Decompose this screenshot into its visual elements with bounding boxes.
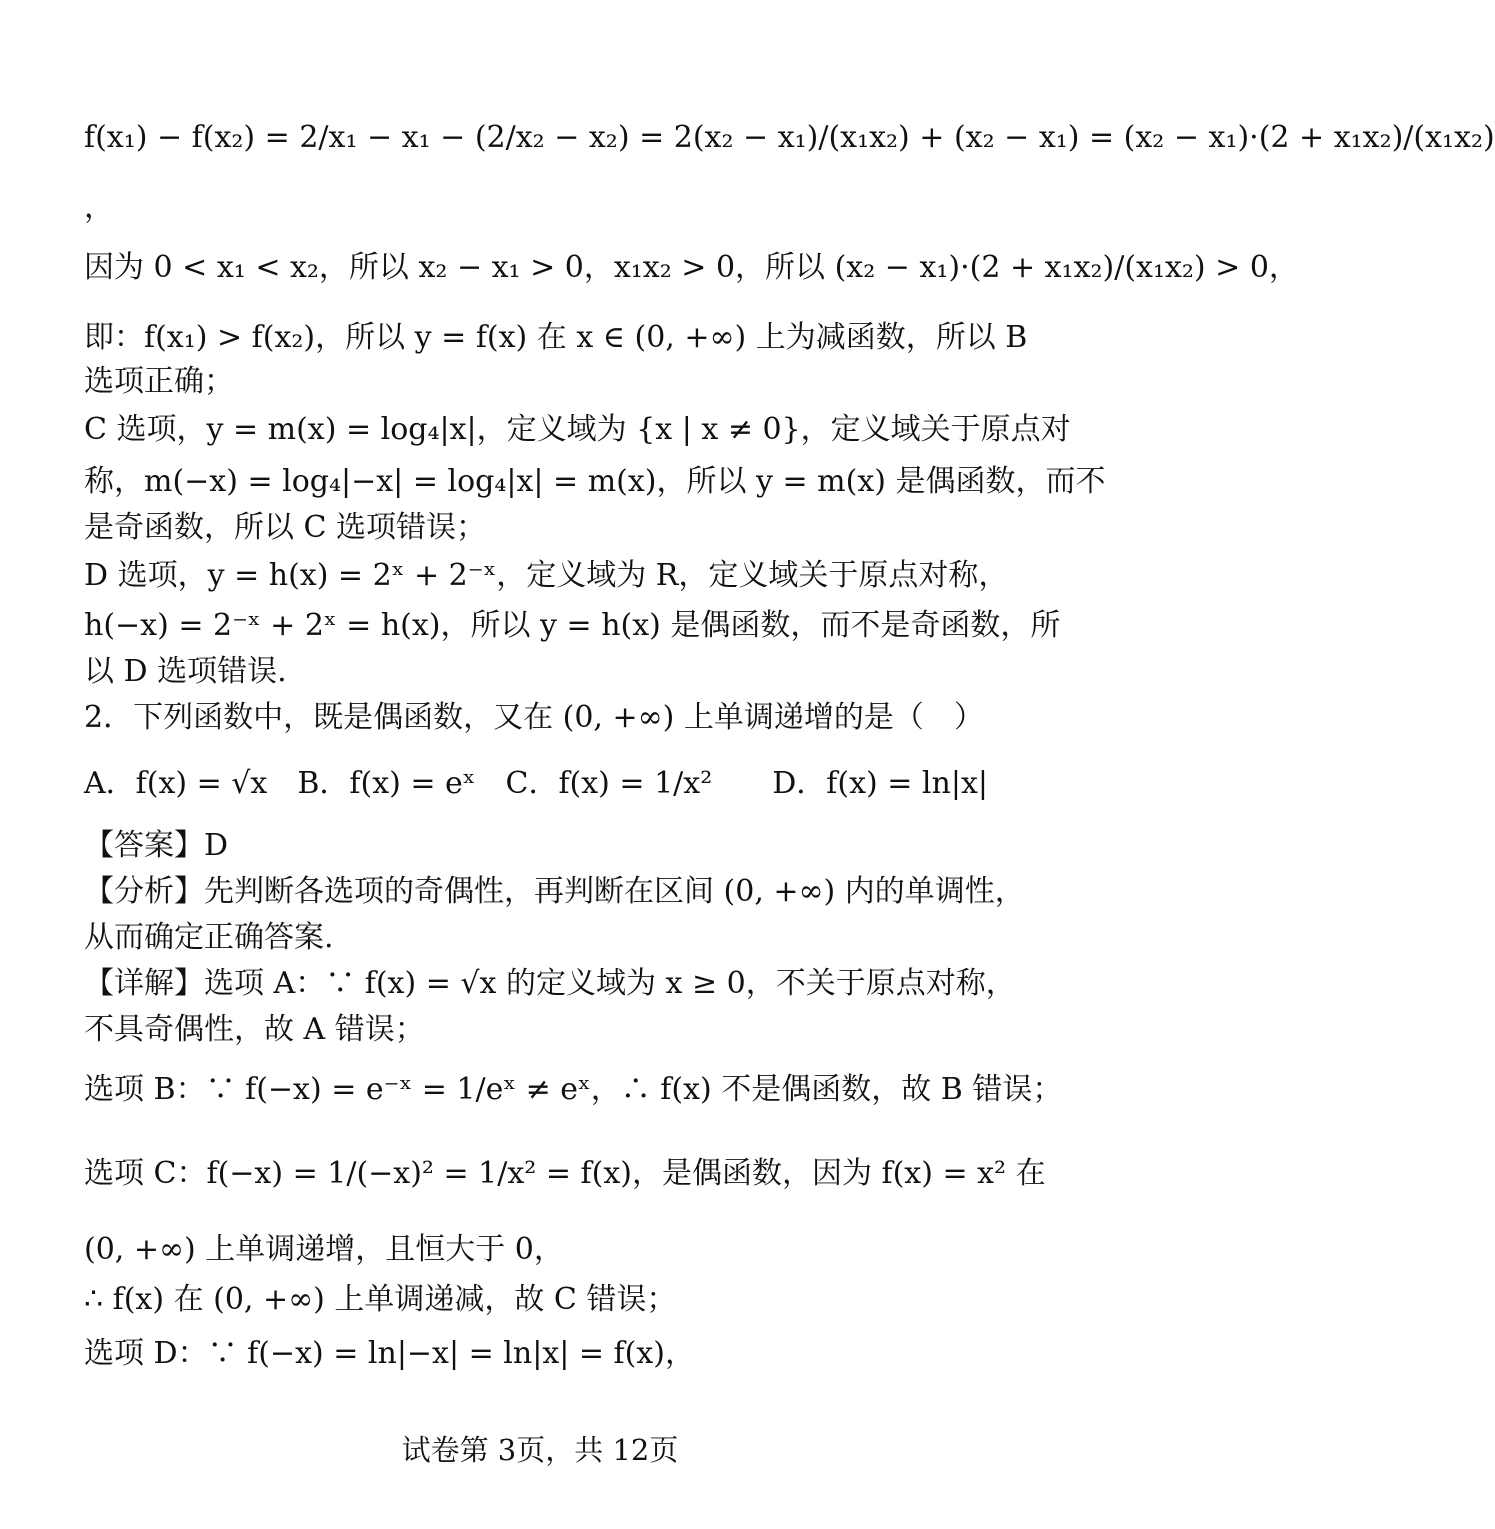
text-line: h(−x) = 2⁻ˣ + 2ˣ = h(x)，所以 y = h(x) 是偶函数，而不是奇函数，所 [84,608,1061,643]
detail-line: 选项 D：∵ f(−x) = ln|−x| = ln|x| = f(x)， [84,1336,695,1371]
question-line: 2．下列函数中，既是偶函数，又在 (0, +∞) 上单调递增的是（ ） [84,700,984,735]
detail-line: 选项 B：∵ f(−x) = e⁻ˣ = 1/eˣ ≠ eˣ，∴ f(x) 不是偶函数，故 B 错误； [84,1072,1063,1107]
detail-line: 选项 C：f(−x) = 1/(−x)² = 1/x² = f(x)，是偶函数，因为 f(x) = x² 在 [84,1156,1046,1191]
text-line: 即：f(x₁) > f(x₂)，所以 y = f(x) 在 x ∈ (0, +∞) 上为减函数，所以 B [84,320,1028,355]
analysis-line: 从而确定正确答案. [84,920,334,955]
text-line: 因为 0 < x₁ < x₂，所以 x₂ − x₁ > 0，x₁x₂ > 0，所以 (x₂ − x₁)·(2 + x₁x₂)/(x₁x₂) > 0， [84,250,1299,285]
formula-line: f(x₁) − f(x₂) = 2/x₁ − x₁ − (2/x₂ − x₂) = 2(x₂ − x₁)/(x₁x₂) + (x₂ − x₁) = (x₂ − x₁)·(2 + x₁x₂)/(x₁x₂) [84,120,1495,155]
answer-line: 【答案】D [84,828,229,863]
options-line: A．f(x) = √x B．f(x) = eˣ C．f(x) = 1/x² D．f(x) = ln|x| [84,766,988,801]
text-line: 以 D 选项错误. [84,654,287,689]
detail-line: 不具奇偶性，故 A 错误； [84,1012,425,1047]
page-footer: 试卷第 3页，共 12页 [401,1433,679,1467]
detail-line: ∴ f(x) 在 (0, +∞) 上单调递减，故 C 错误； [84,1282,677,1317]
text-line: 称，m(−x) = log₄|−x| = log₄|x| = m(x)，所以 y = m(x) 是偶函数，而不 [84,464,1106,499]
detail-line: 【详解】选项 A：∵ f(x) = √x 的定义域为 x ≥ 0，不关于原点对称， [84,966,1016,1001]
detail-line: (0, +∞) 上单调递增，且恒大于 0， [84,1232,564,1267]
text-line: D 选项，y = h(x) = 2ˣ + 2⁻ˣ，定义域为 R，定义域关于原点对称， [84,558,1009,593]
analysis-line: 【分析】先判断各选项的奇偶性，再判断在区间 (0, +∞) 内的单调性， [84,874,1025,909]
text-line: ， [84,190,114,225]
text-line: C 选项，y = m(x) = log₄|x|，定义域为 {x | x ≠ 0}，定义域关于原点对 [84,412,1071,447]
text-line: 选项正确； [84,364,234,399]
text-line: 是奇函数，所以 C 选项错误； [84,510,487,545]
